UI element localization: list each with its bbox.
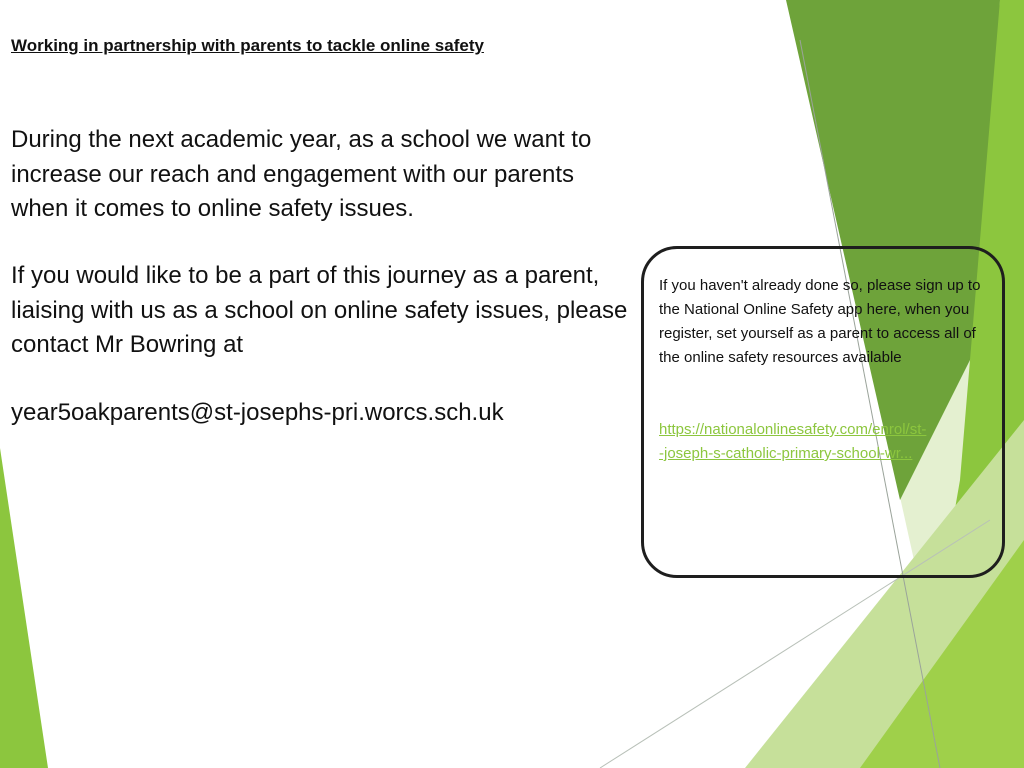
contact-email[interactable]: year5oakparents@st-josephs-pri.worcs.sch.uk — [11, 399, 504, 426]
signup-link[interactable] — [659, 418, 971, 466]
signup-link-line-2[interactable]: -joseph-s-catholic-primary-school-wr... — [659, 445, 913, 462]
page-title: Working in partnership with parents to tackle online safety — [11, 36, 484, 55]
contact-paragraph: If you would like to be a part of this journey as a parent, liaising with us as a school on online safety issues, please contact Mr Bowring at — [11, 262, 628, 358]
signup-link-line-1[interactable]: https://nationalonlinesafety.com/enrol/st- — [659, 421, 927, 438]
signup-callout-text: If you haven't already done so, please sign up to the National Online Safety app here, when you register, set yourself as a parent to access all of the online safety resources available — [659, 277, 981, 366]
facet-left — [0, 448, 48, 768]
intro-paragraph: During the next academic year, as a school we want to increase our reach and engagement with our parents when it comes to online safety issues. — [11, 126, 592, 222]
